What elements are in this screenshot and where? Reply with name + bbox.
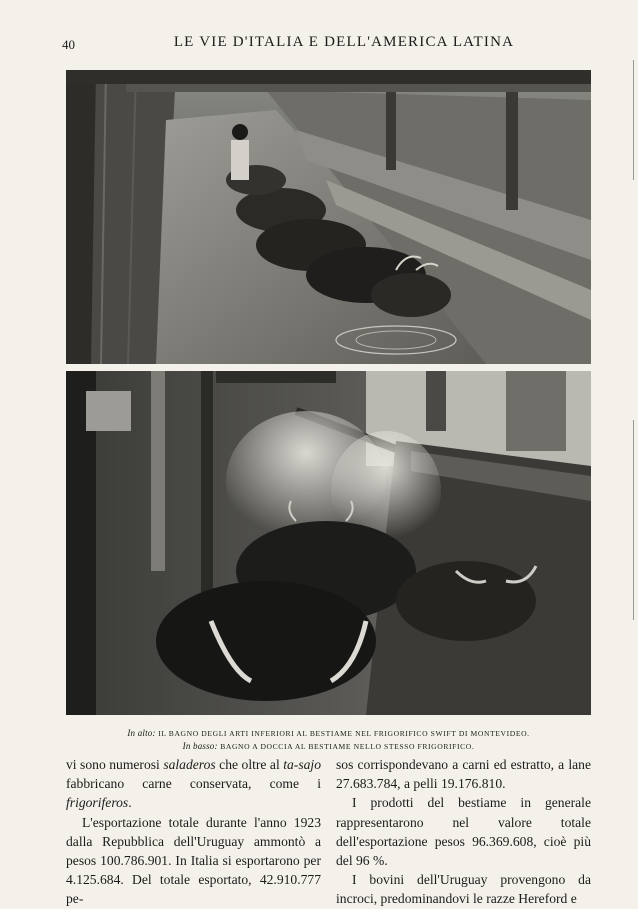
- paragraph: L'esportazione totale durante l'anno 1923 dalla Repubblica dell'Uruguay ammontò a pesos 100.786.901. In Italia si esportarono per 4.125.684. Del totale esportato, 42.910.777 pe-: [66, 814, 321, 907]
- paragraph: I prodotti del bestiame in generale rappresentarono nel valore totale dell'esportazione pesos 96.369.608, cioè più del 96 %.: [336, 795, 591, 869]
- figure-caption: [66, 727, 591, 753]
- emphasis: ta-sajo: [283, 757, 321, 772]
- photo-cattle-shower: [66, 371, 591, 715]
- emphasis: frigoriferos: [66, 795, 129, 811]
- caption-lead-top: In alto:: [127, 728, 156, 738]
- photo-cattle-footbath: [66, 70, 591, 364]
- text-column-right: [336, 755, 591, 909]
- emphasis: saladeros: [163, 757, 216, 772]
- scan-margin-line: [633, 420, 634, 620]
- scan-margin-line: [633, 60, 634, 180]
- page-number: 40: [62, 37, 75, 52]
- text-run: vi sono numerosi: [66, 757, 164, 772]
- paragraph: I bovini dell'Uruguay provengono da incroci, predominandovi le razze Hereford e: [336, 872, 591, 907]
- caption-text-bottom: BAGNO A DOCCIA AL BESTIAME NELLO STESSO FRIGORIFICO.: [220, 742, 475, 751]
- paragraph: [66, 755, 321, 813]
- text-run: fabbricano carne conservata, come i: [66, 776, 321, 792]
- caption-text-top: IL BAGNO DEGLI ARTI INFERIORI AL BESTIAME NEL FRIGORIFICO SWIFT DI MONTEVIDEO.: [158, 729, 530, 738]
- text-run: che oltre al: [215, 757, 284, 772]
- caption-line-bottom: [66, 740, 591, 753]
- running-title: LE VIE D'ITALIA E DELL'AMERICA LATINA: [173, 34, 515, 50]
- text-column-left: [66, 755, 321, 909]
- text-run: .: [128, 795, 132, 811]
- caption-lead-bottom: In basso:: [182, 741, 218, 751]
- paragraph: sos corrispondevano a carni ed estratto, a lane 27.683.784, a pelli 19.176.810.: [336, 757, 591, 792]
- caption-line-top: [66, 727, 591, 740]
